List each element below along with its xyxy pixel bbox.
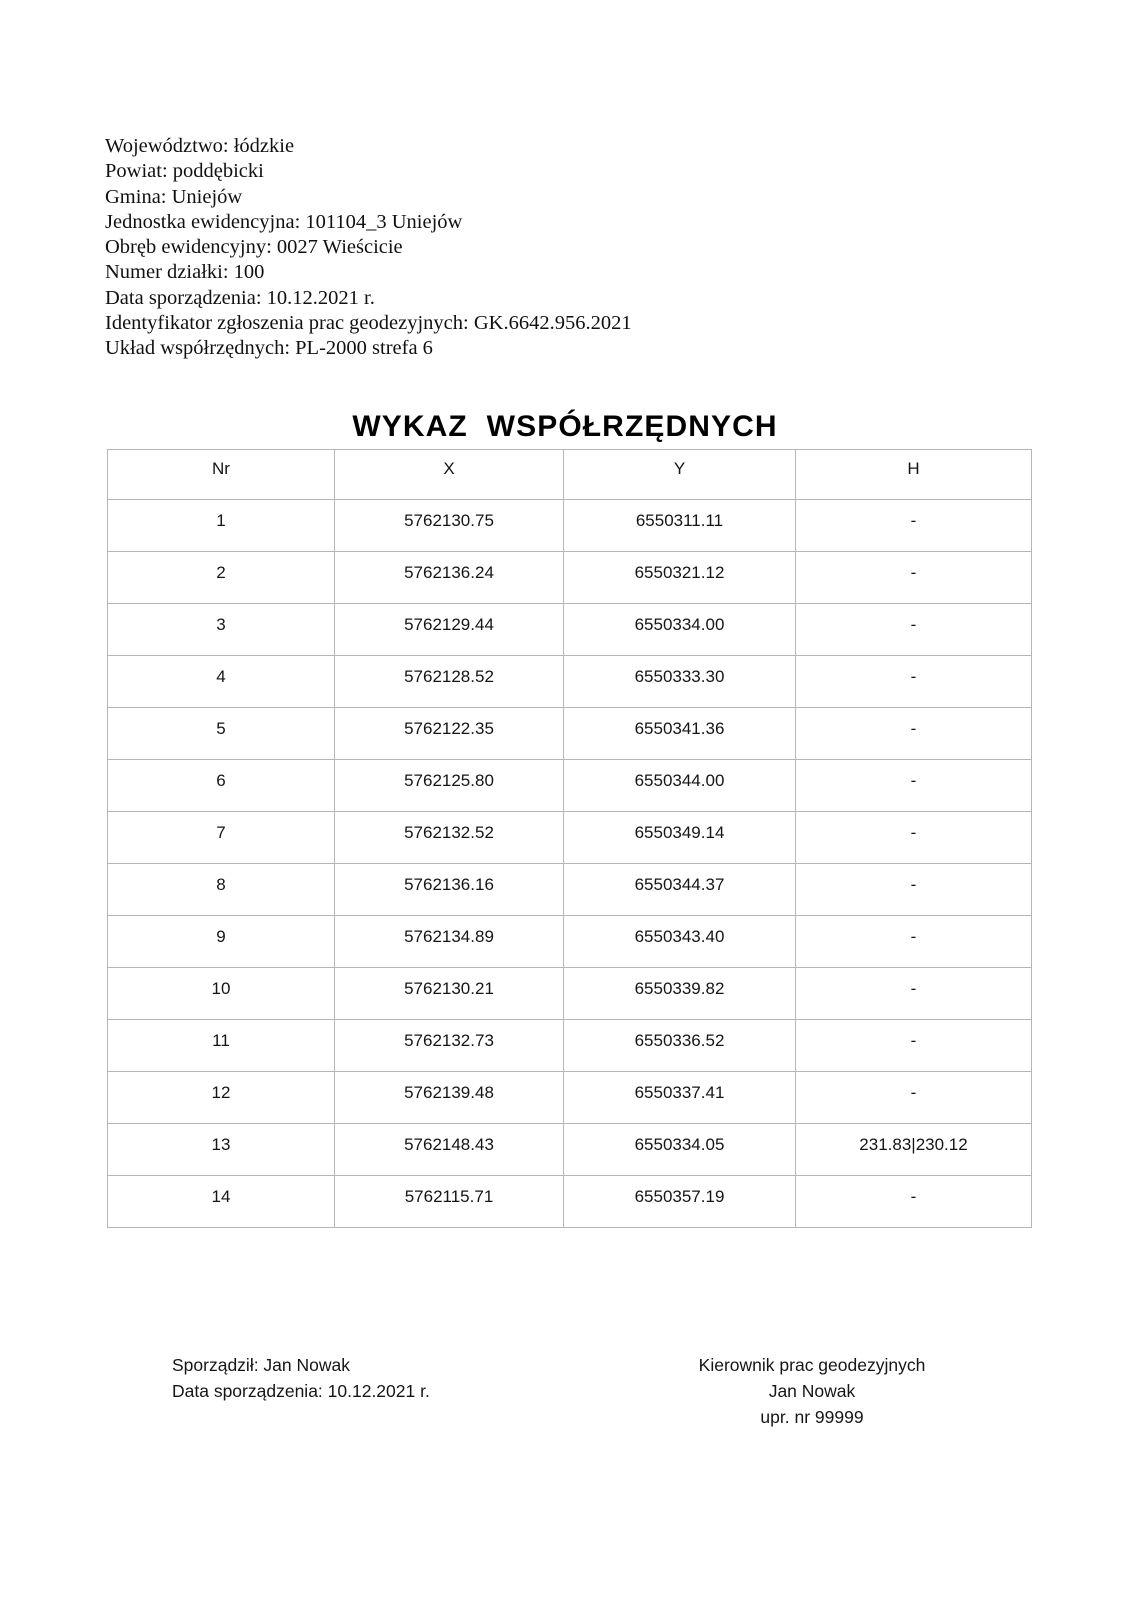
cell-h: -	[796, 1176, 1032, 1228]
footer-supervisor-name: Jan Nowak	[768, 1381, 856, 1401]
cell-nr: 11	[108, 1020, 335, 1072]
metadata-line-wojewodztwo: Województwo: łódzkie	[105, 135, 295, 157]
column-header-x: X	[335, 450, 564, 500]
footer-supervisor-license: upr. nr 99999	[760, 1407, 864, 1427]
cell-nr: 12	[108, 1072, 335, 1124]
table-row	[108, 1176, 1032, 1228]
table-row	[108, 968, 1032, 1020]
cell-y: 6550357.19	[564, 1176, 796, 1228]
cell-x: 5762130.75	[335, 500, 564, 552]
cell-y: 6550334.05	[564, 1124, 796, 1176]
metadata-line-uklad-wspolrzednych: Układ współrzędnych: PL-2000 strefa 6	[105, 337, 433, 360]
cell-y: 6550321.12	[564, 552, 796, 604]
metadata-line-powiat: Powiat: poddębicki	[105, 160, 264, 183]
cell-h: -	[796, 1072, 1032, 1124]
cell-y: 6550336.52	[564, 1020, 796, 1072]
table-row	[108, 708, 1032, 760]
footer-preparation-date: Data sporządzenia: 10.12.2021 r.	[172, 1381, 430, 1401]
footer-supervisor-block	[698, 1352, 926, 1430]
table-row	[108, 1124, 1032, 1176]
cell-nr: 14	[108, 1176, 335, 1228]
metadata-line-identyfikator-zgloszenia: Identyfikator zgłoszenia prac geodezyjnych: GK.6642.956.2021	[105, 312, 632, 335]
cell-y: 6550343.40	[564, 916, 796, 968]
cell-h: -	[796, 968, 1032, 1020]
cell-y: 6550334.00	[564, 604, 796, 656]
cell-h: -	[796, 812, 1032, 864]
cell-h: -	[796, 708, 1032, 760]
cell-nr: 2	[108, 552, 335, 604]
cell-h: -	[796, 604, 1032, 656]
table-row	[108, 812, 1032, 864]
metadata-line-jednostka-ewidencyjna: Jednostka ewidencyjna: 101104_3 Uniejów	[105, 210, 463, 233]
coordinates-table	[107, 449, 1032, 1228]
cell-nr: 7	[108, 812, 335, 864]
metadata-line-gmina: Gmina: Uniejów	[105, 185, 243, 208]
cell-x: 5762139.48	[335, 1072, 564, 1124]
cell-h: 231.83|230.12	[796, 1124, 1032, 1176]
footer-prepared-by-block	[172, 1352, 430, 1404]
cell-h: -	[796, 656, 1032, 708]
metadata-line-data-sporzadzenia: Data sporządzenia: 10.12.2021 r.	[105, 286, 375, 309]
cell-x: 5762115.71	[335, 1176, 564, 1228]
cell-x: 5762134.89	[335, 916, 564, 968]
table-row	[108, 864, 1032, 916]
table-row	[108, 1020, 1032, 1072]
cell-y: 6550339.82	[564, 968, 796, 1020]
cell-y: 6550333.30	[564, 656, 796, 708]
metadata-line-numer-dzialki: Numer działki: 100	[105, 261, 265, 284]
footer-prepared-by: Sporządził: Jan Nowak	[172, 1355, 350, 1375]
table-row	[108, 500, 1032, 552]
cell-y: 6550349.14	[564, 812, 796, 864]
cell-x: 5762136.16	[335, 864, 564, 916]
footer-supervisor-role: Kierownik prac geodezyjnych	[698, 1355, 926, 1375]
cell-h: -	[796, 552, 1032, 604]
cell-h: -	[796, 916, 1032, 968]
cell-nr: 13	[108, 1124, 335, 1176]
cell-x: 5762132.73	[335, 1020, 564, 1072]
page-title: WYKAZ WSPÓŁRZĘDNYCH	[352, 410, 778, 443]
column-header-y: Y	[564, 450, 796, 500]
cell-x: 5762122.35	[335, 708, 564, 760]
cell-h: -	[796, 760, 1032, 812]
cell-nr: 3	[108, 604, 335, 656]
cell-y: 6550344.37	[564, 864, 796, 916]
cell-nr: 1	[108, 500, 335, 552]
cell-x: 5762130.21	[335, 968, 564, 1020]
cell-h: -	[796, 500, 1032, 552]
cell-x: 5762128.52	[335, 656, 564, 708]
cell-nr: 10	[108, 968, 335, 1020]
column-header-h: H	[796, 450, 1032, 500]
table-row	[108, 656, 1032, 708]
cell-h: -	[796, 864, 1032, 916]
cell-nr: 6	[108, 760, 335, 812]
cell-nr: 9	[108, 916, 335, 968]
metadata-block	[105, 134, 865, 362]
table-row	[108, 1072, 1032, 1124]
cell-x: 5762129.44	[335, 604, 564, 656]
table-row	[108, 604, 1032, 656]
cell-x: 5762148.43	[335, 1124, 564, 1176]
table-row	[108, 760, 1032, 812]
metadata-line-obreb-ewidencyjny: Obręb ewidencyjny: 0027 Wieścicie	[105, 236, 403, 259]
cell-y: 6550341.36	[564, 708, 796, 760]
cell-nr: 8	[108, 864, 335, 916]
table-body	[108, 500, 1032, 1228]
document-footer	[0, 1352, 1130, 1472]
cell-x: 5762136.24	[335, 552, 564, 604]
cell-y: 6550311.11	[564, 500, 796, 552]
cell-x: 5762125.80	[335, 760, 564, 812]
table-row	[108, 552, 1032, 604]
cell-x: 5762132.52	[335, 812, 564, 864]
cell-y: 6550344.00	[564, 760, 796, 812]
column-header-nr: Nr	[108, 450, 335, 500]
table-row	[108, 916, 1032, 968]
cell-h: -	[796, 1020, 1032, 1072]
table-header-row	[108, 450, 1032, 500]
cell-nr: 4	[108, 656, 335, 708]
cell-nr: 5	[108, 708, 335, 760]
table-head	[108, 450, 1032, 500]
cell-y: 6550337.41	[564, 1072, 796, 1124]
